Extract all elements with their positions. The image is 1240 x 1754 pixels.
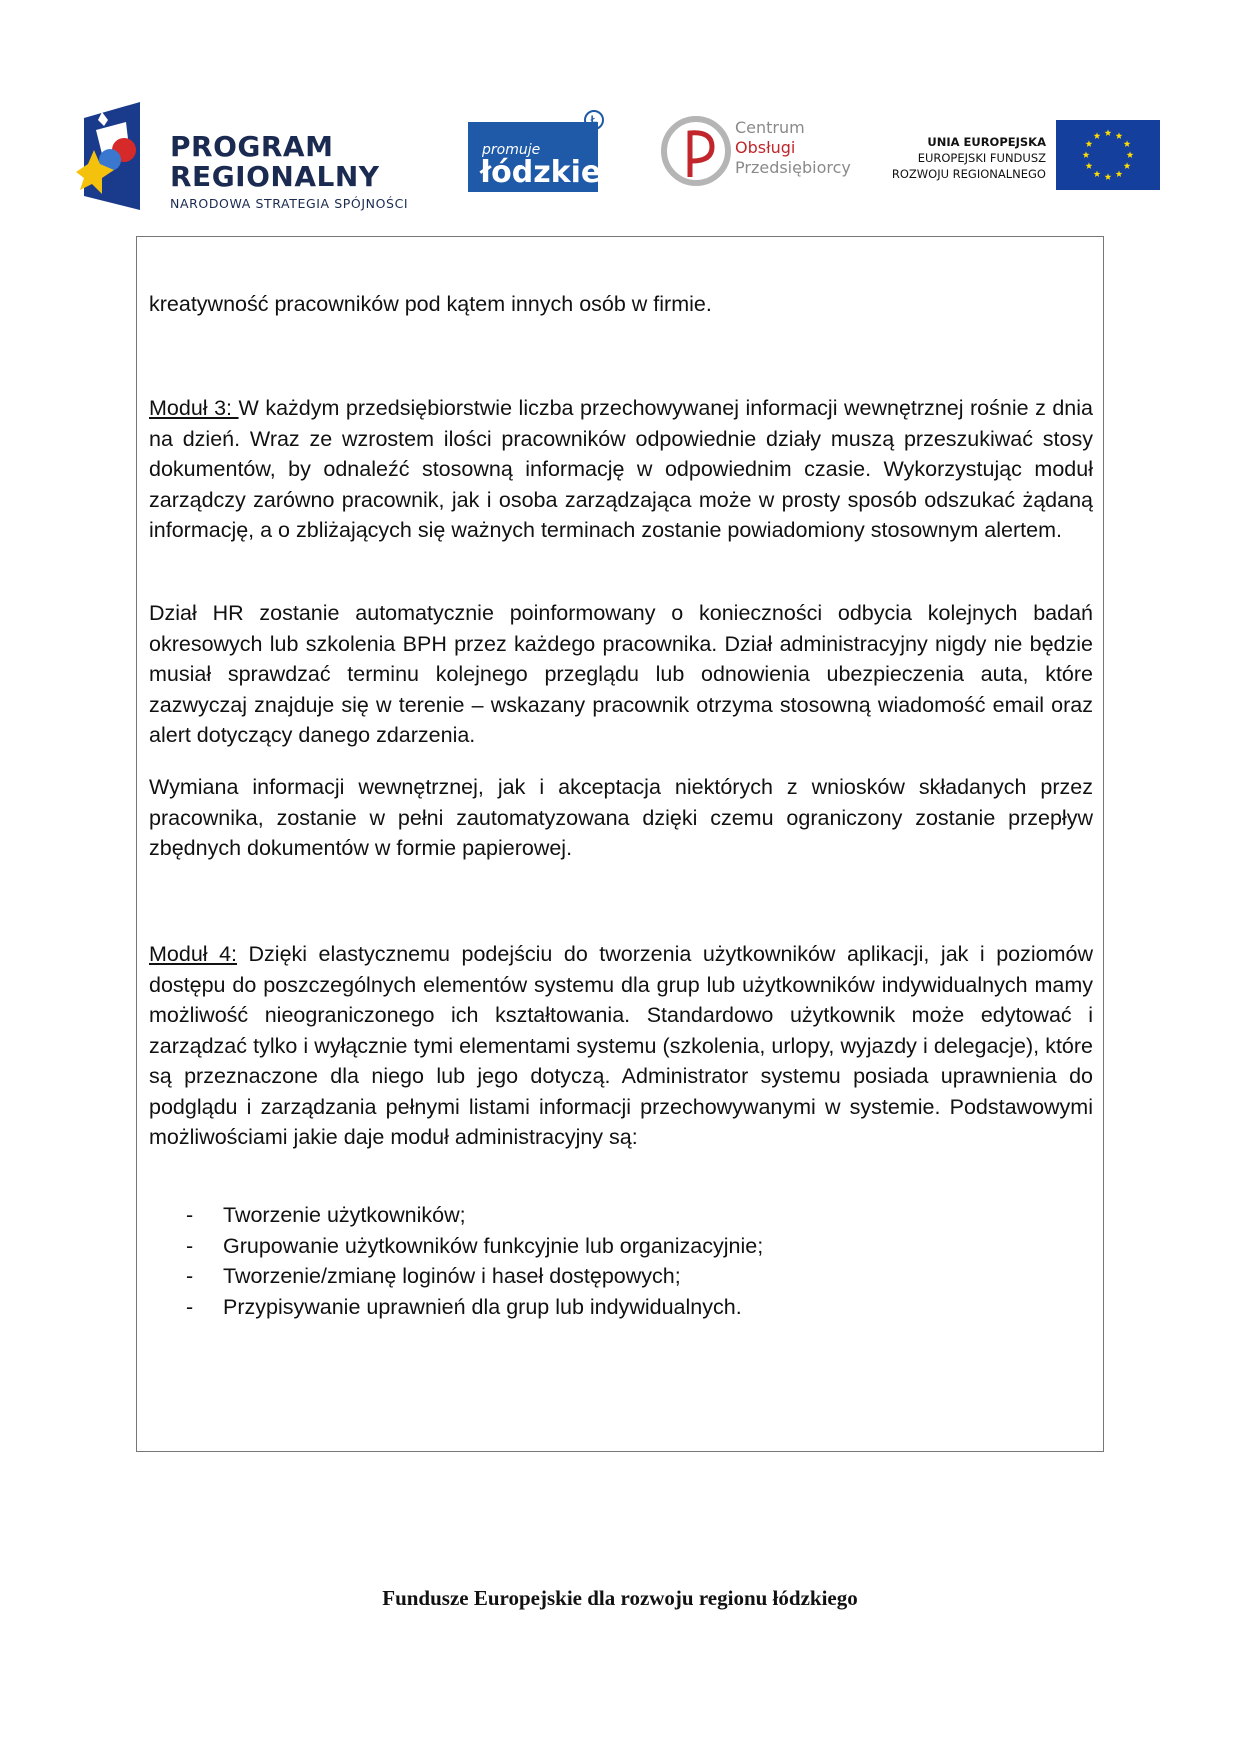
intro-paragraph: kreatywność pracowników pod kątem innych osób w firmie. <box>149 292 712 316</box>
eu-star-icon <box>1105 129 1112 136</box>
hr-paragraph: Dział HR zostanie automatycznie poinformowany o konieczności odbycia kolejnych badań okresowych lub szkolenia BPH przez każdego pracownika. Dział administracyjny nigdy nie będzie musiał sprawdzać terminu kolejnego przeglądu lub odnowienia ubezpieczenia auta, które zazwyczaj znajduje się w terenie – wskazany pracownik otrzyma stosowną wiadomość email oraz alert dotyczący danego zdarzenia. <box>149 601 1093 747</box>
promuje-lodzkie-logo <box>468 110 604 193</box>
bullet-dash: - <box>186 1203 194 1227</box>
header-logos <box>0 95 1240 220</box>
bullet-dash: - <box>186 1264 194 1288</box>
modul4-text: Dzięki elastycznemu podejściu do tworzenia użytkowników aplikacji, jak i poziomów dostępu do poszczególnych elementów systemu dla grup lub użytkowników indywidualnych mamy możliwość nieograniczonego ich kształtowania. Standardowo użytkownik może edytować i zarządzać tylko i wyłącznie tymi elementami systemu (szkolenia, urlopy, wyjazdy i delegacje), które są przeznaczone dla niego lub jego dotyczą. Administrator systemu posiada uprawnienia do podglądu i zarządzania pełnymi listami informacji przechowywanymi w systemie. Podstawowymi możliwościami jakie daje moduł administracyjny są: <box>149 942 1093 1149</box>
centrum-label: Centrum <box>735 118 805 137</box>
eu-star-icon <box>1086 140 1093 147</box>
strategy-subtitle: NARODOWA STRATEGIA SPÓJNOŚCI <box>170 196 409 211</box>
eu-star-icon <box>1116 170 1123 177</box>
eu-fund-label: EUROPEJSKI FUNDUSZ <box>917 151 1046 165</box>
list-item-text: Tworzenie użytkowników; <box>223 1203 466 1227</box>
list-item-text: Grupowanie użytkowników funkcyjnie lub organizacyjnie; <box>223 1233 764 1258</box>
centrum-obslugi-logo <box>660 115 851 195</box>
eu-union-label: UNIA EUROPEJSKA <box>927 135 1046 149</box>
eu-star-icon <box>1124 140 1131 147</box>
eu-star-icon <box>1086 162 1093 169</box>
program-regionalny-logo <box>74 100 414 210</box>
eu-star-icon <box>1083 151 1090 158</box>
program-regionalny-emblem-icon <box>74 100 154 212</box>
bullet-dash: - <box>186 1294 194 1319</box>
list-item-text: Tworzenie/zmianę loginów i haseł dostępowych; <box>223 1264 681 1288</box>
footer-text: Fundusze Europejskie dla rozwoju regionu łódzkiego <box>382 1586 858 1610</box>
regional-title: REGIONALNY <box>170 160 380 193</box>
lodzkie-label: łódzkie <box>480 155 602 190</box>
przedsiebiorcy-label: Przedsiębiorcy <box>735 158 851 177</box>
centrum-p-icon <box>660 115 732 187</box>
promuje-label: promuje <box>482 142 541 158</box>
eu-star-icon <box>1124 162 1131 169</box>
list-item <box>149 1231 1093 1262</box>
modul3-text: W każdym przedsiębiorstwie liczba przechowywanej informacji wewnętrznej rośnie z dnia na dzień. Wraz ze wzrostem ilości pracowników odpowiednie działy muszą przeszukiwać stosy dokumentów, by odnaleźć stosowną informację w odpowiednim czasie. Wykorzystując moduł zarządczy zarówno pracownik, jak i osoba zarządzająca może w prosty sposób odszukać żądaną informację, a o zbliżających się ważnych terminach zostanie powiadomiony stosownym alertem. <box>149 396 1094 542</box>
eu-star-icon <box>1105 173 1112 180</box>
admin-capabilities-list <box>149 1200 1093 1322</box>
list-item <box>149 1200 1093 1231</box>
wymiana-paragraph: Wymiana informacji wewnętrznej, jak i akceptacja niektórych z wniosków składanych przez pracownika, zostanie w pełni zautomatyzowana dzięki czemu ograniczony zostanie przepływ zbędnych dokumentów w formie papierowej. <box>149 775 1093 860</box>
modul3-paragraph <box>149 393 1093 546</box>
eu-flag-icon <box>1056 120 1160 190</box>
eu-regional-label: ROZWOJU REGIONALNEGO <box>891 167 1046 181</box>
bullet-dash: - <box>186 1233 194 1258</box>
obslugi-label: Obsługi <box>735 138 796 157</box>
program-title: PROGRAM <box>170 130 334 163</box>
eu-star-icon <box>1094 170 1101 177</box>
eu-star-icon <box>1094 132 1101 139</box>
list-item <box>149 1292 1093 1323</box>
list-item <box>149 1261 1093 1292</box>
modul4-paragraph <box>149 939 1093 1153</box>
eu-logo <box>870 120 1160 190</box>
eu-star-icon <box>1116 132 1123 139</box>
modul4-heading: Moduł 4: <box>149 942 237 966</box>
content-frame <box>136 236 1104 1452</box>
modul3-heading: Moduł 3: <box>149 396 239 420</box>
eu-star-icon <box>1127 151 1134 158</box>
list-item-text: Przypisywanie uprawnień dla grup lub indywidualnych. <box>223 1294 742 1319</box>
lodz-badge-icon: Ł <box>584 110 604 130</box>
